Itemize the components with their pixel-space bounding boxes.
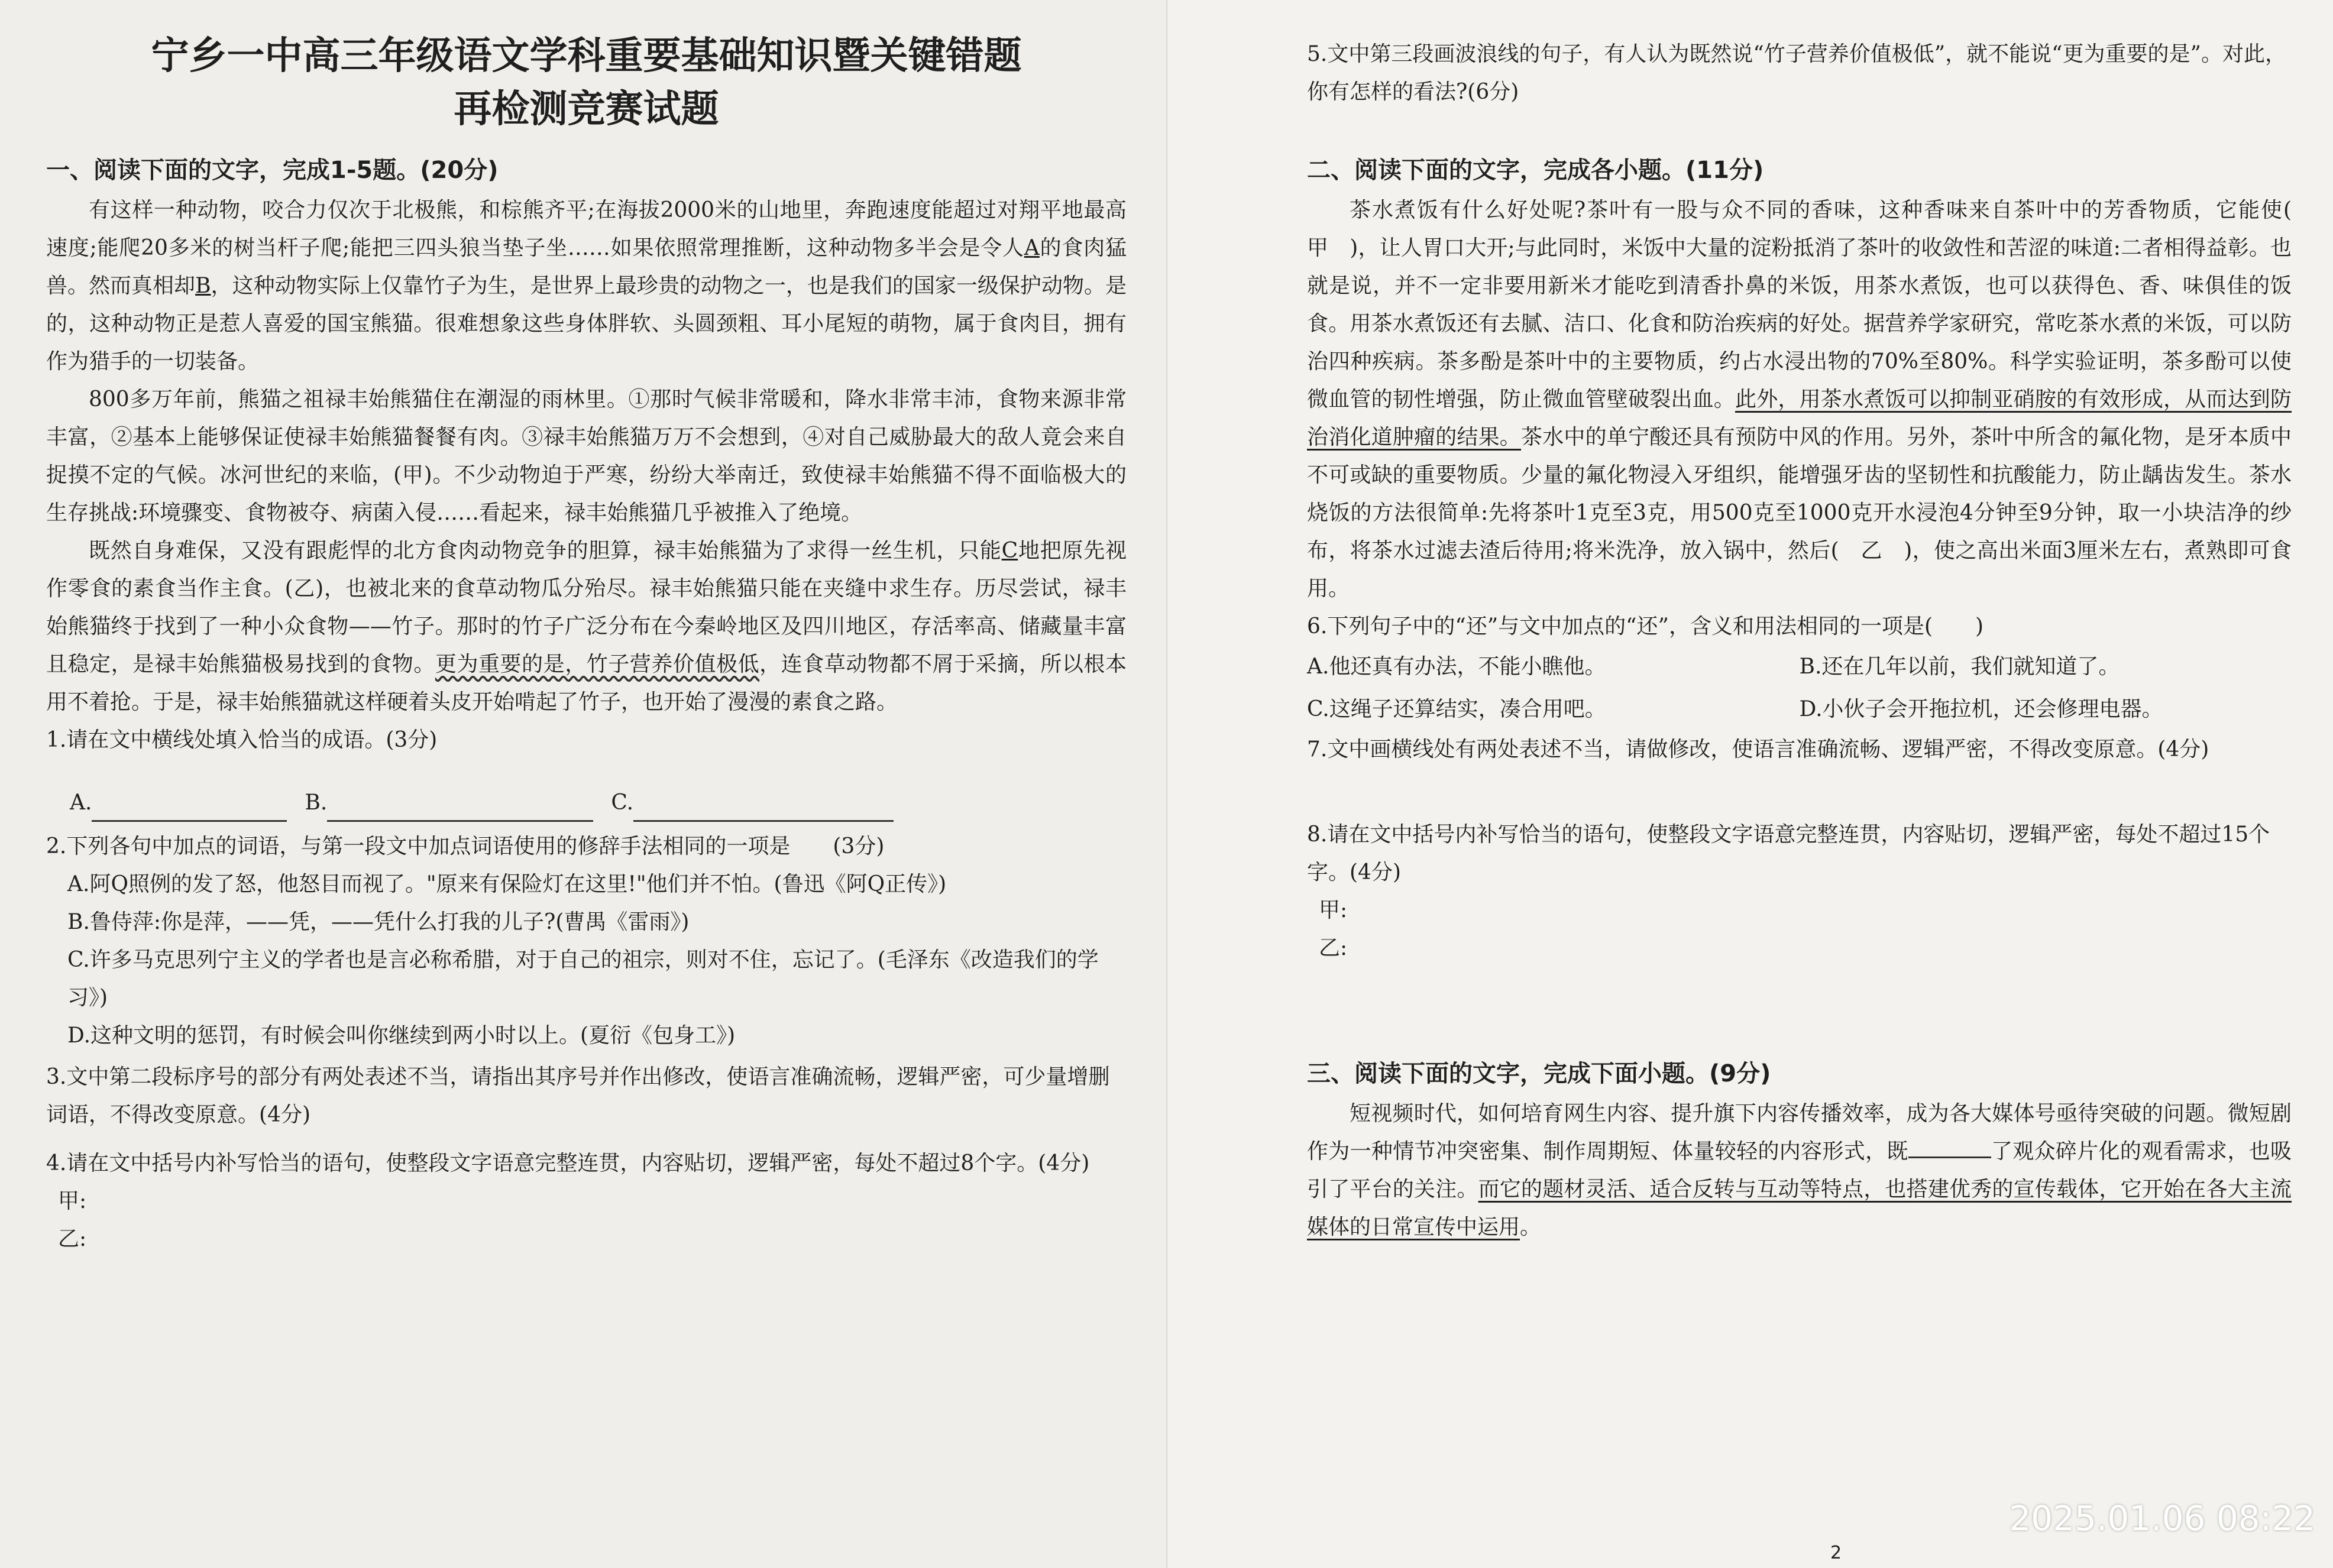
question-4: 4.请在文中括号内补写恰当的语句，使整段文字语意完整连贯，内容贴切，逻辑严密，每处不超过8个字。(4分) [46,1151,1090,1175]
question-5: 5.文中第三段画波浪线的句子，有人认为既然说“竹子营养价值极低”，就不能说“更为重要的是”。对此，你有怎样的看法?(6分) [1307,42,2286,104]
question-3: 3.文中第二段标序号的部分有两处表述不当，请指出其序号并作出修改，使语言准确流畅，逻辑严密，可少量增删词语，不得改变原意。(4分) [46,1065,1110,1127]
passage1-paragraph3: 既然自身难保，又没有跟彪悍的北方食肉动物竞争的胆算，禄丰始熊猫为了求得一丝生机，只能C地把原先视作零食的素食当作主食。(乙)，也被北来的食草动物瓜分殆尽。禄丰始熊猫只能在夹缝中求生存。历尽尝试，禄丰始熊猫终于找到了一种小众食物——竹子。那时的竹子广泛分布在今秦岭地区及四川地区，存活率高、储藏量丰富且稳定，是禄丰始熊猫极易找到的食物。更为重要的是，竹子营养价值极低，连食草动物都不屑于采摘，所以根本用不着抢。于是，禄丰始熊猫就这样硬着头皮开始啃起了竹子，也开始了漫漫的素食之路。 [46,539,1127,714]
right-page [1168,0,2333,1568]
answer-jia-label: 甲: [58,1189,87,1213]
page-number: 2 [1830,1543,1842,1563]
answer-yi-label: 乙: [58,1227,87,1251]
passage3-paragraph: 短视频时代，如何培育网生内容、提升旗下内容传播效率，成为各大媒体号亟待突破的问题。微短剧作为一种情节冲突密集、制作周期短、体量较轻的内容形式，既 了观众碎片化的观看需求，也吸引了平台的关注。而它的题材灵活、适合反转与互动等特点，也搭建优秀的宣传载体，它开始在各大主流媒体的日常宣传中运用。 [1307,1102,2292,1239]
question-2-option-B: B.鲁侍萍:你是萍，——凭，——凭什么打我的儿子?(曹禺《雷雨》) [67,910,690,934]
question-6-options [1307,646,2292,731]
question-6-option-B: B.还在几年以前，我们就知道了。 [1799,655,2120,679]
answer-blank-C[interactable] [633,796,894,822]
question-1-answer-blanks: A. B. C. [70,784,1127,822]
question-2-option-C: C.许多马克思列宁主义的学者也是言必称希腊，对于自己的祖宗，则对不住，忘记了。(毛泽东《改造我们的学习》) [67,948,1099,1010]
exam-title-line1: 宁乡一中高三年级语文学科重要基础知识暨关键错题 [151,34,1022,78]
passage1-paragraph1: 有这样一种动物，咬合力仅次于北极熊，和棕熊齐平;在海拔2000米的山地里，奔跑速度能超过对翔平地最高速度;能爬20多米的树当杆子爬;能把三四头狼当垫子坐……如果依照常理推断，这种动物多半会是令人A的食肉猛兽。然而真相却B，这种动物实际上仅靠竹子为生，是世界上最珍贵的动物之一，也是我们的国家一级保护动物。是的，这种动物正是惹人喜爱的国宝熊猫。很难想象这些身体胖软、头圆颈粗、耳小尾短的萌物，属于食肉目，拥有作为猎手的一切装备。 [46,198,1127,374]
photo-timestamp: 2025.01.06 08:22 [2009,1498,2315,1538]
answer-blank-B[interactable] [327,796,593,822]
question-6: 6.下列句子中的“还”与文中加点的“还”，含义和用法相同的一项是( ) [1307,614,1984,639]
section2-heading: 二、阅读下面的文字，完成各小题。(11分) [1307,157,1764,184]
passage1-paragraph2: 800多万年前，熊猫之祖禄丰始熊猫住在潮湿的雨林里。①那时气候非常暖和，降水非常丰沛，食物来源非常丰富，②基本上能够保证使禄丰始熊猫餐餐有肉。③禄丰始熊猫万万不会想到，④对自己威胁最大的敌人竟会来自捉摸不定的气候。冰河世纪的来临，(甲)。不少动物迫于严寒，纷纷大举南迁，致使禄丰始熊猫不得不面临极大的生存挑战:环境骤变、食物被夺、病菌入侵……看起来，禄丰始熊猫几乎被推入了绝境。 [46,387,1127,525]
passage2-paragraph: 茶水煮饭有什么好处呢?茶叶有一股与众不同的香味，这种香味来自茶叶中的芳香物质，它能使( 甲 )，让人胃口大开;与此同时，米饭中大量的淀粉抵消了茶叶的收敛性和苦涩的味道:二者相得益彰。也就是说，并不一定非要用新米才能吃到清香扑鼻的米饭，用茶水煮饭，也可以获得色、香、味俱佳的饭食。用茶水煮饭还有去腻、洁口、化食和防治疾病的好处。据营养学家研究，常吃茶水煮的米饭，可以防治四种疾病。茶多酚是茶叶中的主要物质，约占水浸出物的70%至80%。科学实验证明，茶多酚可以使微血管的韧性增强，防止微血管壁破裂出血。此外，用茶水煮饭可以抑制亚硝胺的有效形成，从而达到防治消化道肿瘤的结果。茶水中的单宁酸还具有预防中风的作用。另外，茶叶中所含的氟化物，是牙本质中不可或缺的重要物质。少量的氟化物浸入牙组织，能增强牙齿的坚韧性和抗酸能力，防止龋齿发生。茶水烧饭的方法很简单:先将茶叶1克至3克，用500克至1000克开水浸泡4分钟至9分钟，取一小块洁净的纱布，将茶水过滤去渣后待用;将米洗净，放入锅中，然后( 乙 )，使之高出米面3厘米左右，煮熟即可食用。 [1307,198,2313,601]
blank-C: C [1001,539,1018,563]
exam-title-line2: 再检测竞赛试题 [454,88,719,131]
question-6-option-A: A.他还真有办法，不能小瞧他。 [1307,655,1606,679]
section1-heading: 一、阅读下面的文字，完成1-5题。(20分) [46,157,499,184]
answer-blank-A[interactable] [92,796,287,822]
underlined-sentence-section3: 而它的题材灵活、适合反转与互动等特点，也搭建优秀的宣传载体，它开始在各大主流媒体的日常宣传中运用 [1307,1177,2292,1239]
underlined-sentence-q7: 此外，用茶水煮饭可以抑制亚硝胺的有效形成，从而达到防治消化道肿瘤的结果。 [1307,387,2292,449]
question-7: 7.文中画横线处有两处表述不当，请做修改，使语言准确流畅、逻辑严密，不得改变原意。(4分) [1307,737,2209,762]
question-1: 1.请在文中横线处填入恰当的成语。(3分) [46,728,438,752]
answer-yi-label: 乙: [1319,936,1348,960]
blank-A: A [1024,236,1040,260]
section3-heading: 三、阅读下面的文字，完成下面小题。(9分) [1307,1060,1771,1087]
question-2-option-D: D.这种文明的惩罚，有时候会叫你继续到两小时以上。(夏衍《包身工》) [67,1023,736,1048]
blank-B: B [195,274,211,298]
question-8: 8.请在文中括号内补写恰当的语句，使整段文字语意完整连贯，内容贴切，逻辑严密，每处不超过15个字。(4分) [1307,822,2270,885]
question-6-option-D: D.小伙子会开拖拉机，还会修理电器。 [1799,697,2163,721]
answer-jia-label: 甲: [1319,898,1348,922]
wavy-underlined-sentence: 更为重要的是，竹子营养价值极低 [435,652,760,676]
question-2: 2.下列各句中加点的词语，与第一段文中加点词语使用的修辞手法相同的一项是 (3分) [46,834,885,858]
question-6-option-C: C.这绳子还算结实，凑合用吧。 [1307,697,1606,721]
question-2-option-A: A.阿Q照例的发了怒，他怒目而视了。"原来有保险灯在这里!"他们并不怕。(鲁迅《阿Q正传》) [67,872,947,896]
passage3-blank[interactable] [1908,1139,1991,1158]
